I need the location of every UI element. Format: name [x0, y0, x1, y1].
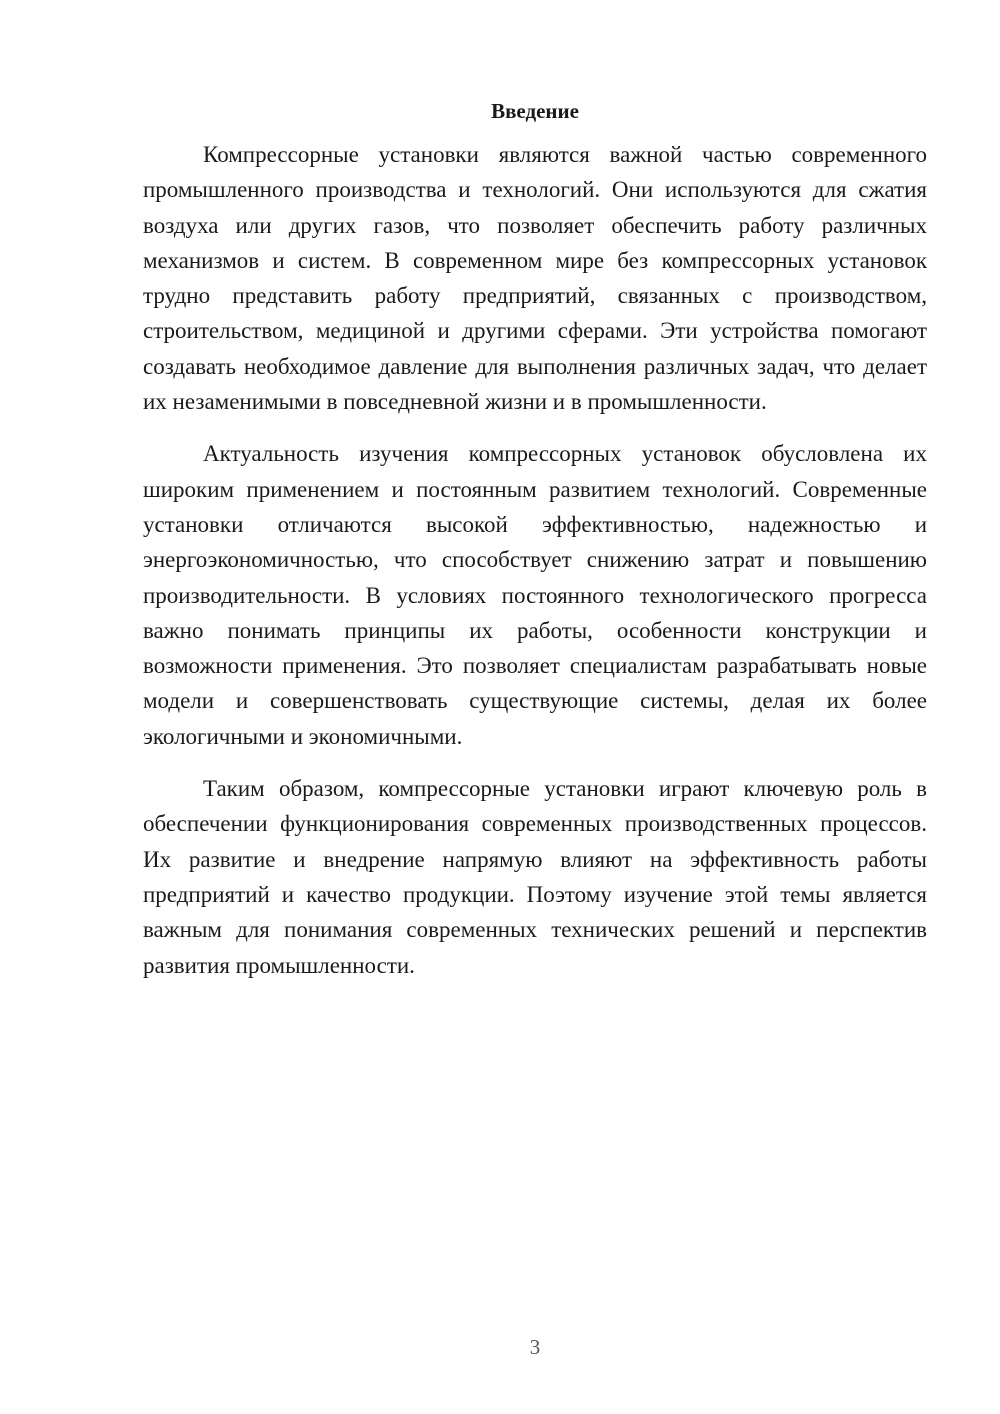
- paragraph-relevance: Актуальность изучения компрессорных установок обусловлена их широким применением и постоянным развитием технологий. Современные установки отличаются высокой эффективностью, надежностью и энергоэкономичностью, что способствует снижению затрат и повышению производительности. В условиях постоянного технологического прогресса важно понимать принципы их работы, особенности конструкции и возможности применения. Это позволяет специалистам разрабатывать новые модели и совершенствовать существующие системы, делая их более экологичными и экономичными.: [143, 441, 927, 749]
- section-heading: Введение: [491, 99, 579, 123]
- paragraph-conclusion: Таким образом, компрессорные установки играют ключевую роль в обеспечении функционирования современных производственных процессов. Их развитие и внедрение напрямую влияют на эффективность работы предприятий и качество продукции. Поэтому изучение этой темы является важным для понимания современных технических решений и перспектив развития промышленности.: [143, 776, 927, 978]
- page-content: [143, 94, 927, 983]
- paragraph-intro: Компрессорные установки являются важной частью современного промышленного производства и технологий. Они используются для сжатия воздуха или других газов, что позволяет обеспечить работу различных механизмов и систем. В современном мире без компрессорных установок трудно представить работу предприятий, связанных с производством, строительством, медициной и другими сферами. Эти устройства помогают создавать необходимое давление для выполнения различных задач, что делает их незаменимыми в повседневной жизни и в промышленности.: [143, 142, 927, 415]
- page-number: 3: [529, 1335, 541, 1359]
